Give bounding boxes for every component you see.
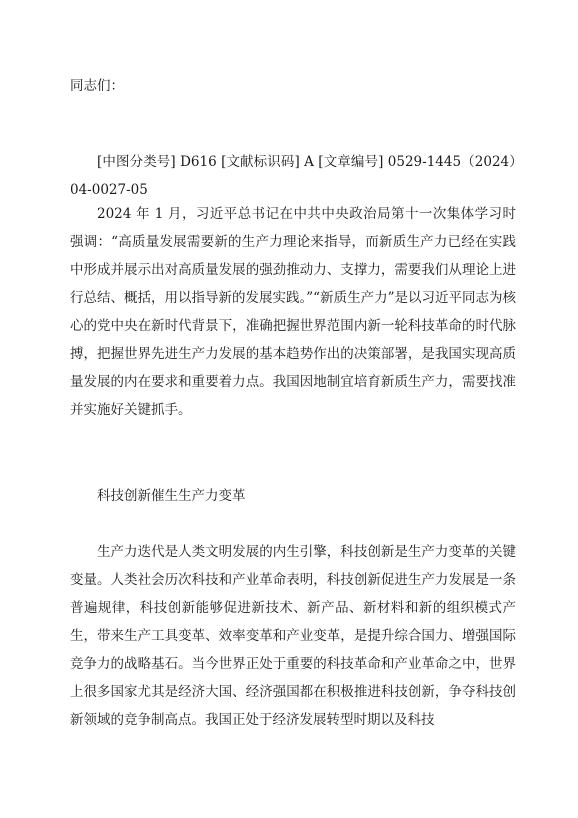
classification-line: [中图分类号] D616 [文献标识码] A [文章编号] 0529-1445（2024）04-0027-05 [70, 154, 516, 198]
salutation: 同志们： [70, 78, 124, 94]
section-heading: 科技创新催生生产力变革 [97, 488, 246, 504]
paragraph-intro: 2024 年 1 月，习近平总书记在中共中央政治局第十一次集体学习时强调：“高质量发展需要新的生产力理论来指导，而新质生产力已经在实践中形成并展示出对高质量发展的强劲推动力、支撑力，需要我们从理论上进行总结、概括，用以指导新的发展实践。”“新质生产力”是以习近平同志为核心的党中央在新时代背景下，准确把握世界范围内新一轮科技革命的时代脉搏，把握世界先进生产力发展的基本趋势作出的决策部署，是我国实现高质量发展的内在要求和重要着力点。我国因地制宜培育新质生产力，需要找准并实施好关键抓手。 [70, 206, 516, 418]
paragraph-section-body: 生产力迭代是人类文明发展的内生引擎，科技创新是生产力变革的关键变量。人类社会历次科技和产业革命表明，科技创新促进生产力发展是一条普遍规律，科技创新能够促进新技术、新产品、新材料和新的组织模式产生，带来生产工具变革、效率变革和产业变革，是提升综合国力、增强国际竞争力的战略基石。当今世界正处于重要的科技革命和产业革命之中，世界上很多国家尤其是经济大国、经济强国都在积极推进科技创新，争夺科技创新领域的竞争制高点。我国正处于经济发展转型时期以及科技 [70, 544, 516, 728]
